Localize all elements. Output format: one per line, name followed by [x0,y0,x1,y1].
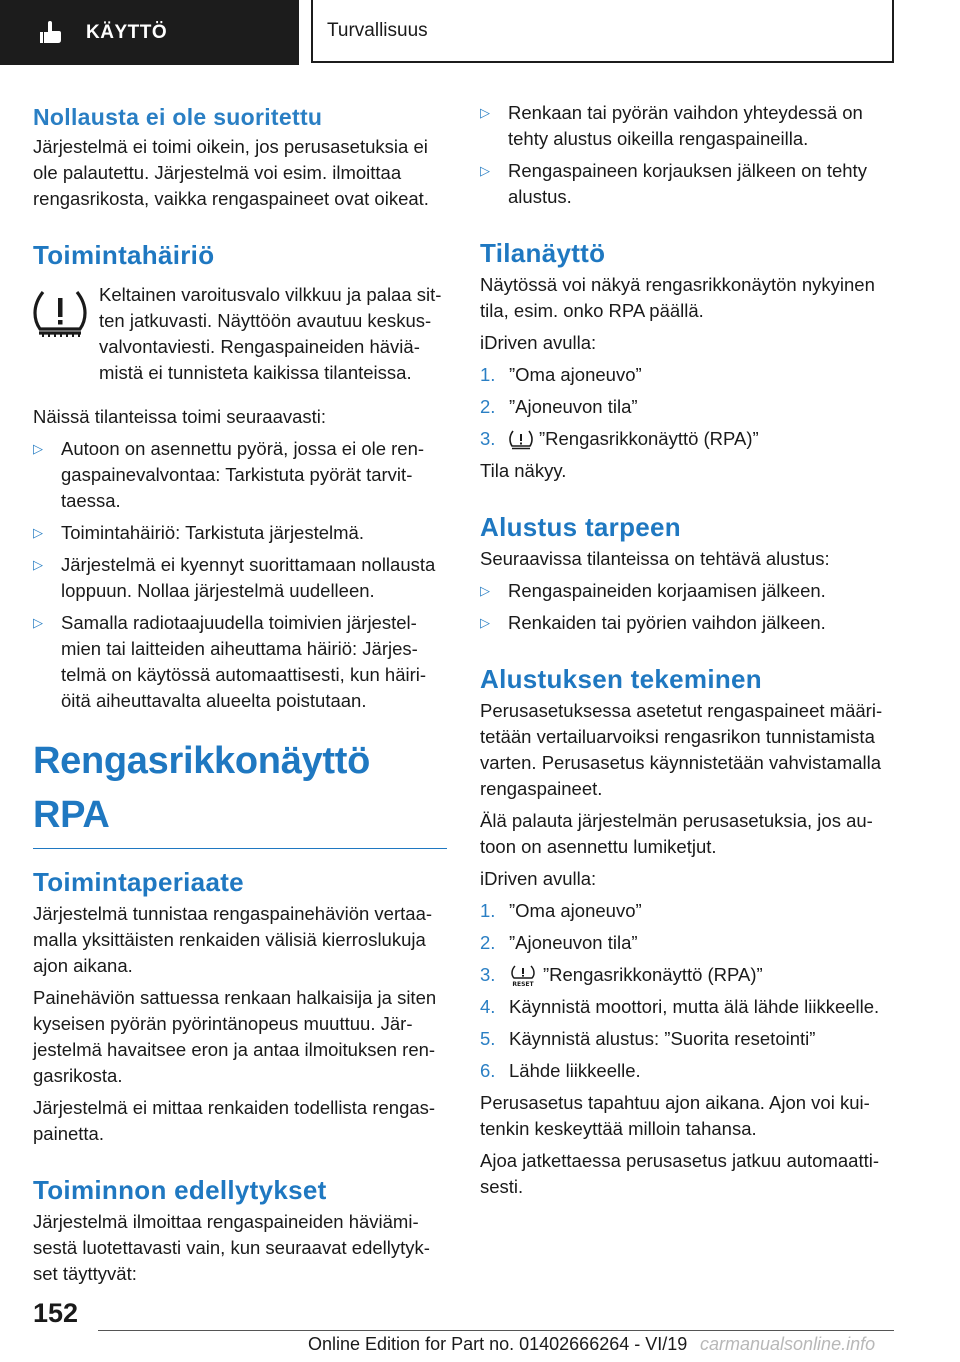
tire-pressure-warning-icon [33,286,87,342]
list-item: ▷ Renkaan tai pyörän vaihdon yhteydessä on tehty alustus oikeilla rengaspaineilla. [480,102,863,149]
chapter-label: KÄYTTÖ [86,21,168,43]
list-item: 3. ”Rengasrikkonäyttö (RPA)” [480,426,900,452]
paragraph: iDriven avulla: [480,332,597,353]
list-item: ▷ Autoon on asennettu pyörä, jossa ei ole rengaspainevalvontaa: Tarkistuta pyörät tarvittaessa. [33,438,425,511]
triangle-right-icon: ▷ [33,525,43,540]
watermark: carmanualsonline.info [700,1334,876,1354]
heading-principle: Toimintaperiaate [33,867,244,897]
heading-requirements: Toiminnon edellytykset [33,1175,327,1205]
list-item: ▷ Rengaspaineiden korjaamisen jälkeen. [480,578,900,604]
paragraph: Perusasetus tapahtuu ajon aikana. Ajon voi kuitenkin keskeyttää milloin tahansa. [480,1092,870,1140]
pointing-hand-icon [38,19,66,47]
list-item: 5. Käynnistä alustus: ”Suorita resetointi” [480,1028,816,1050]
triangle-right-icon: ▷ [33,441,43,456]
list-item: ▷ Renkaiden tai pyörien vaihdon jälkeen. [480,610,900,636]
paragraph: iDriven avulla: [480,868,597,889]
heading-malfunction: Toimintahäiriö [33,240,215,270]
section-label: Turvallisuus [327,19,428,41]
heading-status: Tilanäyttö [480,238,606,268]
list-item: 3. RESET ”Rengasrikkonäyttö (RPA)” [480,964,763,989]
heading-doing-reset: Alustuksen tekeminen [480,664,762,694]
reset-needed-list [480,578,900,636]
list-item: 1. ”Oma ajoneuvo” [480,364,642,385]
tire-reset-icon [509,964,537,988]
paragraph: Näytössä voi näkyä rengasrikkonäytön nykyinen tila, esim. onko RPA päällä. [480,274,875,321]
chapter-rule [33,848,447,849]
paragraph: Järjestelmä tunnistaa rengaspainehäviön vertaamalla yksittäisten renkaiden välisiä kierroslukuja ajon aikana. [33,903,433,976]
paragraph: Järjestelmä ei toimi oikein, jos perusasetuksia ei ole palautettu. Järjestelmä voi esim. ilmoittaa rengasrikosta, vaikka rengaspaineet ovat oikeat. [33,136,429,209]
paragraph: Tila näkyy. [480,460,567,481]
list-item: ▷ Samalla radiotaajuudella toimivien järjestelmien tai laitteiden aiheuttama häiriö: Järjestelmä on käytössä automaattisesti, kun häiriöitä aiheuttavalta alueelta poistutaan. [33,612,427,711]
list-item: 2. ”Ajoneuvon tila” [480,932,638,953]
tire-pressure-icon [509,429,533,451]
section-header [311,0,894,63]
paragraph: Painehäviön sattuessa renkaan halkaisija ja siten kyseisen pyörän pyörintänopeus muuttuu. Järjestelmä havaitsee eron ja antaa ilmoituksen rengasrikosta. [33,987,437,1086]
paragraph: Järjestelmä ilmoittaa rengaspaineiden häviämisestä luotettavasti vain, kun seuraavat edellytykset täyttyvät: [33,1211,430,1284]
paragraph: Näissä tilanteissa toimi seuraavasti: [33,406,327,427]
list-item: 6. Lähde liikkeelle. [480,1060,641,1082]
list-item: ▷ Toimintahäiriö: Tarkistuta järjestelmä. [33,520,447,546]
list-item: ▷ Rengaspaineen korjauksen jälkeen on tehty alustus. [480,160,867,207]
reset-icon-label: RESET [512,981,534,989]
list-item: ▷ Järjestelmä ei kyennyt suorittamaan nollausta loppuun. Nollaa järjestelmä uudelleen. [33,554,436,601]
paragraph: Seuraavissa tilanteissa on tehtävä alustus: [480,548,830,569]
paragraph: Ajoa jatkettaessa perusasetus jatkuu automaattisesti. [480,1150,880,1198]
edition-text: Online Edition for Part no. 01402666264 - VI/19 [308,1334,688,1354]
heading-no-reset: Nollausta ei ole suoritettu [33,104,323,130]
list-item: 2. ”Ajoneuvon tila” [480,396,638,417]
triangle-right-icon: ▷ [480,105,490,120]
paragraph: Järjestelmä ei mittaa renkaiden todellista rengaspainetta. [33,1097,436,1144]
left-column [33,100,447,1293]
triangle-right-icon: ▷ [33,615,43,630]
warning-text: Keltainen varoitusvalo vilkkuu ja palaa sitten jatkuvasti. Näyttöön avautuu keskusvalvontaviesti. Rengaspaineiden häviämistä ei tunnisteta kaikissa tilanteissa. [99,284,442,383]
footer-rule [98,1330,894,1331]
list-item: 4. Käynnistä moottori, mutta älä lähde liikkeelle. [480,996,880,1018]
status-steps [480,362,900,452]
page-number: 152 [33,1298,79,1328]
chapter-tab [0,0,299,65]
paragraph: Älä palauta järjestelmän perusasetuksia, jos autoon on asennettu lumiketjut. [480,810,873,857]
triangle-right-icon: ▷ [33,557,43,572]
triangle-right-icon: ▷ [480,163,490,178]
heading-reset-needed: Alustus tarpeen [480,512,681,542]
right-column [480,100,900,1206]
triangle-right-icon: ▷ [480,583,490,598]
paragraph: Perusasetuksessa asetetut rengaspaineet määritetään vertailuarvoiksi rengasrikon tunnistamista varten. Perusasetus käynnistetään vahvistamalla rengaspaineet. [480,700,883,799]
malfunction-list [33,436,447,714]
chapter-title: Rengasrikkonäyttö RPA [33,740,370,836]
warning-block [33,282,447,386]
reset-steps [480,898,900,1084]
requirements-list [480,100,900,210]
list-item: 1. ”Oma ajoneuvo” [480,900,642,921]
triangle-right-icon: ▷ [480,615,490,630]
